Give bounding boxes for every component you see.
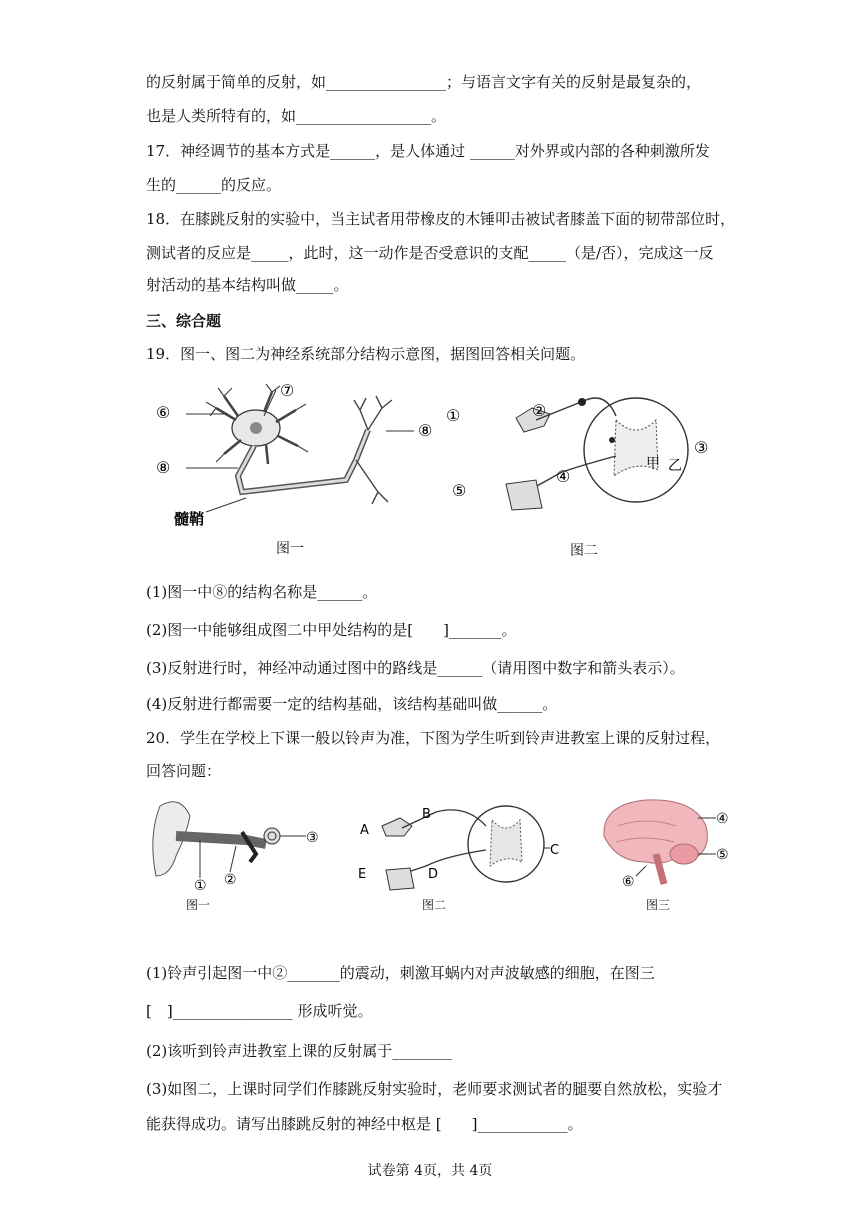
text-line: 测试者的反应是_____，此时，这一动作是否受意识的支配_____（是/否），完成这一反 <box>146 244 714 262</box>
label-2: ② <box>532 401 547 420</box>
label-yi: 乙 <box>668 458 682 474</box>
text-line: [ ]________________ 形成听觉。 <box>146 1002 373 1020</box>
label-6: ⑥ <box>622 874 635 890</box>
label-4: ④ <box>716 811 729 827</box>
text-line: 也是人类所特有的，如__________________。 <box>146 107 447 125</box>
question-19: 19．图一、图二为神经系统部分结构示意图，据图回答相关问题。 <box>146 345 586 363</box>
page-footer: 试卷第 4页，共 4页 <box>367 1163 493 1179</box>
figure-caption: 图一 <box>186 898 211 912</box>
text-line: 的反射属于简单的反射，如________________；与语言文字有关的反射是最复杂的， <box>146 73 702 91</box>
label-E: E <box>358 867 367 882</box>
ear-diagram <box>153 802 319 894</box>
section-heading: 三、综合题 <box>146 312 222 330</box>
question-19-3: (3)反射进行时，神经冲动通过图中的路线是______（请用图中数字和箭头表示）。 <box>146 659 685 677</box>
label-8-left: ⑧ <box>156 458 171 477</box>
label-2: ② <box>224 872 237 888</box>
figure-caption: 图二 <box>422 898 447 912</box>
question-19-4: (4)反射进行都需要一定的结构基础，该结构基础叫做______。 <box>146 695 558 713</box>
label-D: D <box>428 867 439 882</box>
question-20-1: (1)铃声引起图一中②_______的震动，刺激耳蜗内对声波敏感的细胞，在图三 <box>146 964 655 982</box>
label-7: ⑦ <box>280 381 295 400</box>
label-B: B <box>422 807 431 822</box>
figure-caption: 图三 <box>646 898 671 912</box>
label-6: ⑥ <box>156 403 171 422</box>
question-19-2: (2)图一中能够组成图二中甲处结构的是[ ]_______。 <box>146 621 517 639</box>
figure-caption: 图二 <box>570 543 598 559</box>
question-20-3: (3)如图二，上课时同学们作膝跳反射实验时，老师要求测试者的腿要自然放松，实验才 <box>146 1080 723 1098</box>
label-myelin: 髓鞘 <box>174 510 205 528</box>
label-4: ④ <box>556 467 571 486</box>
label-3: ③ <box>694 438 709 457</box>
text-line: 射活动的基本结构叫做_____。 <box>146 276 349 294</box>
label-1: ① <box>194 878 207 894</box>
neuron-diagram <box>156 381 432 528</box>
label-5: ⑤ <box>716 847 729 863</box>
label-1: ① <box>446 406 461 425</box>
question-20-2: (2)该听到铃声进教室上课的反射属于________ <box>146 1042 453 1060</box>
question-20: 20．学生在学校上下课一般以铃声为准，下图为学生听到铃声进教室上课的反射过程， <box>146 729 721 747</box>
figure-caption: 图一 <box>276 541 304 557</box>
text-line: 能获得成功。请写出膝跳反射的神经中枢是 [ ]____________。 <box>146 1115 583 1133</box>
question-17: 17．神经调节的基本方式是______，是人体通过 ______对外界或内部的各种刺激所发 <box>146 142 710 160</box>
text-line: 生的______的反应。 <box>146 176 282 194</box>
label-A: A <box>360 823 369 838</box>
question-19-1: (1)图一中⑧的结构名称是______。 <box>146 583 378 601</box>
label-3: ③ <box>306 830 319 846</box>
brain-diagram <box>604 800 729 890</box>
nervous-system-figure <box>146 380 726 560</box>
spinal-reflex-diagram <box>358 806 559 890</box>
label-8-right: ⑧ <box>418 421 433 440</box>
label-5: ⑤ <box>452 481 467 500</box>
label-C: C <box>550 843 560 858</box>
text-line: 回答问题： <box>146 762 222 780</box>
reflex-arc-diagram <box>446 398 708 510</box>
hearing-reflex-figure <box>146 796 746 906</box>
label-jia: 甲 <box>646 456 660 472</box>
question-18: 18．在膝跳反射的实验中，当主试者用带橡皮的木锤叩击被试者膝盖下面的韧带部位时， <box>146 210 736 228</box>
